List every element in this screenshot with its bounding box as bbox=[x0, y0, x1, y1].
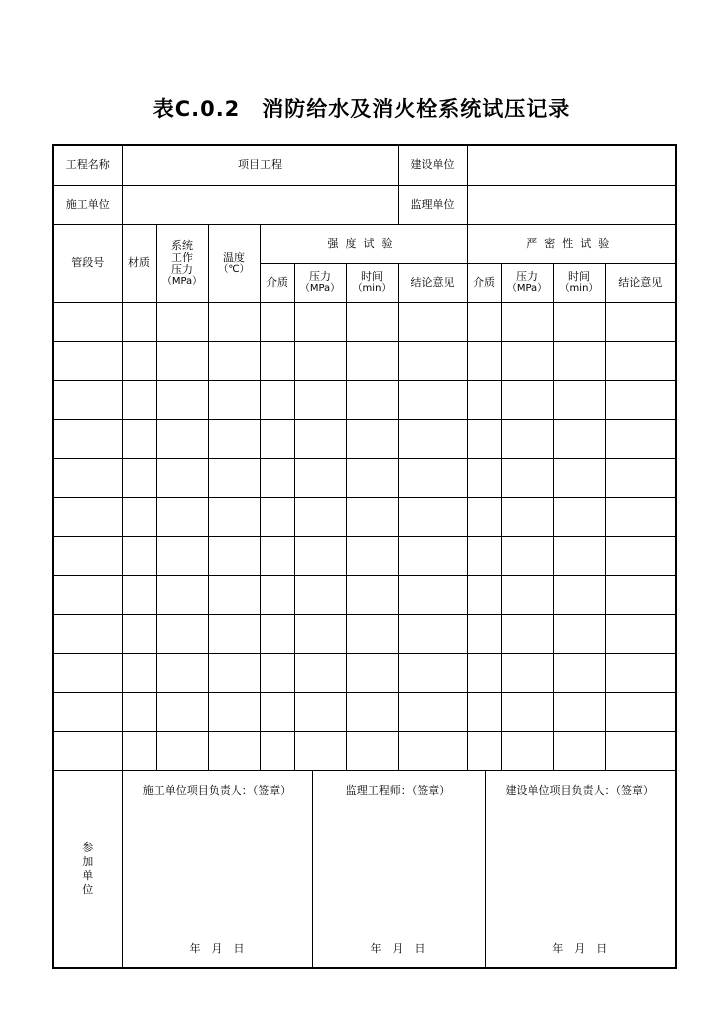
table-cell[interactable] bbox=[501, 614, 553, 653]
builder-value[interactable] bbox=[467, 145, 676, 185]
builder-signature-block[interactable] bbox=[485, 771, 676, 967]
table-cell[interactable] bbox=[467, 731, 501, 770]
strength-time-unit: （min） bbox=[352, 283, 392, 294]
strength-test-header: 强度试验 bbox=[260, 224, 467, 263]
table-cell[interactable] bbox=[553, 536, 605, 575]
table-cell[interactable] bbox=[156, 380, 208, 419]
table-cell[interactable] bbox=[346, 458, 398, 497]
table-cell[interactable] bbox=[53, 653, 122, 692]
table-cell[interactable] bbox=[122, 419, 156, 458]
tightness-time-header bbox=[553, 263, 605, 302]
table-cell[interactable] bbox=[605, 380, 676, 419]
table-cell[interactable] bbox=[156, 536, 208, 575]
temperature-line-1: 温度 bbox=[223, 250, 245, 264]
table-cell[interactable] bbox=[346, 419, 398, 458]
table-cell[interactable] bbox=[605, 458, 676, 497]
table-cell[interactable] bbox=[294, 653, 346, 692]
participants-label-cell bbox=[53, 770, 122, 968]
table-cell[interactable] bbox=[467, 458, 501, 497]
temperature-header bbox=[208, 224, 260, 302]
table-cell[interactable] bbox=[156, 458, 208, 497]
table-cell[interactable] bbox=[398, 497, 467, 536]
table-cell[interactable] bbox=[294, 692, 346, 731]
table-cell[interactable] bbox=[467, 419, 501, 458]
table-row bbox=[53, 653, 676, 692]
strength-pressure-label: 压力 bbox=[309, 270, 331, 283]
strength-pressure-header bbox=[294, 263, 346, 302]
table-cell[interactable] bbox=[346, 341, 398, 380]
table-cell[interactable] bbox=[467, 497, 501, 536]
table-cell[interactable] bbox=[122, 536, 156, 575]
table-cell[interactable] bbox=[122, 731, 156, 770]
table-cell[interactable] bbox=[122, 458, 156, 497]
table-cell[interactable] bbox=[122, 614, 156, 653]
table-cell[interactable] bbox=[208, 458, 260, 497]
table-cell[interactable] bbox=[53, 341, 122, 380]
table-cell[interactable] bbox=[294, 497, 346, 536]
table-cell[interactable] bbox=[208, 575, 260, 614]
table-cell[interactable] bbox=[122, 380, 156, 419]
supervisor-signature-date: 年 月 日 bbox=[370, 941, 426, 955]
strength-time-label: 时间 bbox=[361, 270, 383, 283]
pressure-test-record-table bbox=[52, 144, 677, 969]
table-cell[interactable] bbox=[553, 380, 605, 419]
table-row bbox=[53, 458, 676, 497]
table-cell[interactable] bbox=[294, 614, 346, 653]
table-cell[interactable] bbox=[605, 302, 676, 341]
table-cell[interactable] bbox=[346, 692, 398, 731]
table-cell[interactable] bbox=[208, 419, 260, 458]
table-cell[interactable] bbox=[398, 302, 467, 341]
table-cell[interactable] bbox=[346, 302, 398, 341]
table-cell[interactable] bbox=[53, 536, 122, 575]
table-cell[interactable] bbox=[553, 692, 605, 731]
table-cell[interactable] bbox=[605, 341, 676, 380]
participants-signature-area bbox=[122, 770, 676, 968]
table-cell[interactable] bbox=[208, 497, 260, 536]
table-cell[interactable] bbox=[53, 575, 122, 614]
table-cell[interactable] bbox=[294, 536, 346, 575]
table-cell[interactable] bbox=[398, 458, 467, 497]
table-cell[interactable] bbox=[398, 653, 467, 692]
system-pressure-line-2: 工作 bbox=[171, 250, 193, 264]
table-cell[interactable] bbox=[605, 497, 676, 536]
table-cell[interactable] bbox=[53, 380, 122, 419]
builder-signature-date: 年 月 日 bbox=[552, 941, 608, 955]
project-name-value[interactable]: 项目工程 bbox=[122, 145, 398, 185]
table-cell[interactable] bbox=[122, 692, 156, 731]
table-cell[interactable] bbox=[53, 497, 122, 536]
strength-conclusion-header: 结论意见 bbox=[398, 263, 467, 302]
table-cell[interactable] bbox=[467, 536, 501, 575]
table-cell[interactable] bbox=[346, 614, 398, 653]
table-cell[interactable] bbox=[501, 419, 553, 458]
table-cell[interactable] bbox=[553, 575, 605, 614]
table-cell[interactable] bbox=[553, 614, 605, 653]
table-cell[interactable] bbox=[501, 536, 553, 575]
table-cell[interactable] bbox=[260, 653, 294, 692]
data-rows bbox=[53, 302, 676, 770]
table-cell[interactable] bbox=[122, 497, 156, 536]
table-cell[interactable] bbox=[260, 575, 294, 614]
table-cell[interactable] bbox=[467, 614, 501, 653]
table-cell[interactable] bbox=[156, 653, 208, 692]
table-cell[interactable] bbox=[122, 302, 156, 341]
table-row bbox=[53, 731, 676, 770]
table-cell[interactable] bbox=[208, 614, 260, 653]
table-cell[interactable] bbox=[553, 731, 605, 770]
table-cell[interactable] bbox=[553, 302, 605, 341]
contractor-signature-date: 年 月 日 bbox=[189, 941, 245, 955]
table-cell[interactable] bbox=[398, 536, 467, 575]
project-name-label: 工程名称 bbox=[53, 145, 122, 185]
table-cell[interactable] bbox=[467, 380, 501, 419]
tightness-pressure-header bbox=[501, 263, 553, 302]
table-cell[interactable] bbox=[346, 536, 398, 575]
contractor-signature-label: 施工单位项目负责人：（签章） bbox=[142, 783, 292, 797]
contractor-signature-block[interactable] bbox=[123, 771, 313, 967]
tightness-pressure-label: 压力 bbox=[516, 270, 538, 283]
table-cell[interactable] bbox=[53, 458, 122, 497]
table-cell[interactable] bbox=[501, 692, 553, 731]
table-cell[interactable] bbox=[346, 731, 398, 770]
tightness-medium-header: 介质 bbox=[467, 263, 501, 302]
table-cell[interactable] bbox=[122, 341, 156, 380]
table-cell[interactable] bbox=[605, 653, 676, 692]
table-cell[interactable] bbox=[122, 653, 156, 692]
table-cell[interactable] bbox=[208, 380, 260, 419]
table-cell[interactable] bbox=[208, 653, 260, 692]
table-row bbox=[53, 419, 676, 458]
contractor-value[interactable] bbox=[122, 185, 398, 224]
table-cell[interactable] bbox=[501, 380, 553, 419]
table-cell[interactable] bbox=[501, 575, 553, 614]
table-cell[interactable] bbox=[398, 341, 467, 380]
material-header: 材质 bbox=[122, 224, 156, 302]
table-cell[interactable] bbox=[53, 731, 122, 770]
table-cell[interactable] bbox=[553, 497, 605, 536]
builder-signature-label: 建设单位项目负责人：（签章） bbox=[505, 783, 654, 797]
table-cell[interactable] bbox=[294, 419, 346, 458]
table-cell[interactable] bbox=[260, 380, 294, 419]
system-pressure-header bbox=[156, 224, 208, 302]
table-cell[interactable] bbox=[260, 536, 294, 575]
table-cell[interactable] bbox=[553, 341, 605, 380]
contractor-label: 施工单位 bbox=[53, 185, 122, 224]
table-cell[interactable] bbox=[346, 653, 398, 692]
tightness-pressure-unit: （MPa） bbox=[506, 283, 548, 294]
supervisor-value[interactable] bbox=[467, 185, 676, 224]
tightness-time-unit: （min） bbox=[559, 283, 599, 294]
document-title: 表C.0.2 消防给水及消火栓系统试压记录 bbox=[152, 97, 571, 121]
table-cell[interactable] bbox=[346, 575, 398, 614]
table-cell[interactable] bbox=[294, 341, 346, 380]
table-cell[interactable] bbox=[122, 575, 156, 614]
strength-pressure-unit: （MPa） bbox=[299, 283, 341, 294]
strength-medium-header: 介质 bbox=[260, 263, 294, 302]
table-cell[interactable] bbox=[553, 419, 605, 458]
table-row bbox=[53, 380, 676, 419]
table-cell[interactable] bbox=[605, 536, 676, 575]
supervisor-signature-label: 监理工程师：（签章） bbox=[345, 783, 451, 797]
table-cell[interactable] bbox=[605, 731, 676, 770]
table-cell[interactable] bbox=[467, 341, 501, 380]
table-cell[interactable] bbox=[398, 380, 467, 419]
table-cell[interactable] bbox=[346, 380, 398, 419]
table-cell[interactable] bbox=[501, 731, 553, 770]
table-cell[interactable] bbox=[294, 731, 346, 770]
table-cell[interactable] bbox=[260, 458, 294, 497]
table-cell[interactable] bbox=[156, 419, 208, 458]
table-cell[interactable] bbox=[501, 302, 553, 341]
table-cell[interactable] bbox=[53, 614, 122, 653]
table-cell[interactable] bbox=[605, 419, 676, 458]
table-cell[interactable] bbox=[398, 614, 467, 653]
table-row bbox=[53, 575, 676, 614]
table-cell[interactable] bbox=[260, 302, 294, 341]
table-cell[interactable] bbox=[156, 731, 208, 770]
table-cell[interactable] bbox=[208, 341, 260, 380]
table-row bbox=[53, 536, 676, 575]
table-cell[interactable] bbox=[294, 458, 346, 497]
table-cell[interactable] bbox=[467, 302, 501, 341]
table-cell[interactable] bbox=[553, 653, 605, 692]
system-pressure-unit: （MPa） bbox=[161, 275, 203, 287]
table-cell[interactable] bbox=[260, 614, 294, 653]
tightness-time-label: 时间 bbox=[568, 270, 590, 283]
pipe-section-header: 管段号 bbox=[53, 224, 122, 302]
table-row bbox=[53, 302, 676, 341]
table-cell[interactable] bbox=[294, 380, 346, 419]
table-cell[interactable] bbox=[260, 341, 294, 380]
table-cell[interactable] bbox=[208, 692, 260, 731]
table-cell[interactable] bbox=[467, 575, 501, 614]
table-cell[interactable] bbox=[553, 458, 605, 497]
builder-label: 建设单位 bbox=[398, 145, 467, 185]
table-cell[interactable] bbox=[53, 302, 122, 341]
table-cell[interactable] bbox=[156, 497, 208, 536]
system-pressure-line-3: 压力 bbox=[171, 262, 193, 276]
table-row bbox=[53, 341, 676, 380]
table-cell[interactable] bbox=[208, 536, 260, 575]
table-cell[interactable] bbox=[208, 731, 260, 770]
supervisor-label: 监理单位 bbox=[398, 185, 467, 224]
table-cell[interactable] bbox=[501, 653, 553, 692]
table-cell[interactable] bbox=[156, 302, 208, 341]
table-cell[interactable] bbox=[208, 302, 260, 341]
table-cell[interactable] bbox=[294, 575, 346, 614]
table-cell[interactable] bbox=[53, 692, 122, 731]
table-cell[interactable] bbox=[156, 575, 208, 614]
table-cell[interactable] bbox=[501, 341, 553, 380]
table-cell[interactable] bbox=[398, 419, 467, 458]
temperature-unit: （℃） bbox=[218, 263, 250, 275]
table-cell[interactable] bbox=[467, 692, 501, 731]
table-cell[interactable] bbox=[346, 497, 398, 536]
table-cell[interactable] bbox=[156, 341, 208, 380]
tightness-test-header: 严密性试验 bbox=[467, 224, 676, 263]
table-cell[interactable] bbox=[398, 575, 467, 614]
table-cell[interactable] bbox=[53, 419, 122, 458]
table-cell[interactable] bbox=[294, 302, 346, 341]
table-row bbox=[53, 692, 676, 731]
table-cell[interactable] bbox=[501, 497, 553, 536]
table-row bbox=[53, 614, 676, 653]
table-cell[interactable] bbox=[605, 692, 676, 731]
table-cell[interactable] bbox=[501, 458, 553, 497]
tightness-conclusion-header: 结论意见 bbox=[605, 263, 676, 302]
table-cell[interactable] bbox=[260, 419, 294, 458]
participants-label: 参加单位 bbox=[82, 840, 94, 896]
table-cell[interactable] bbox=[156, 614, 208, 653]
table-cell[interactable] bbox=[605, 575, 676, 614]
table-cell[interactable] bbox=[260, 731, 294, 770]
table-cell[interactable] bbox=[156, 692, 208, 731]
table-row bbox=[53, 497, 676, 536]
system-pressure-line-1: 系统 bbox=[171, 238, 193, 252]
table-cell[interactable] bbox=[398, 731, 467, 770]
table-cell[interactable] bbox=[260, 692, 294, 731]
table-cell[interactable] bbox=[398, 692, 467, 731]
table-cell[interactable] bbox=[605, 614, 676, 653]
table-cell[interactable] bbox=[467, 653, 501, 692]
strength-time-header bbox=[346, 263, 398, 302]
table-cell[interactable] bbox=[260, 497, 294, 536]
supervisor-signature-block[interactable] bbox=[312, 771, 486, 967]
